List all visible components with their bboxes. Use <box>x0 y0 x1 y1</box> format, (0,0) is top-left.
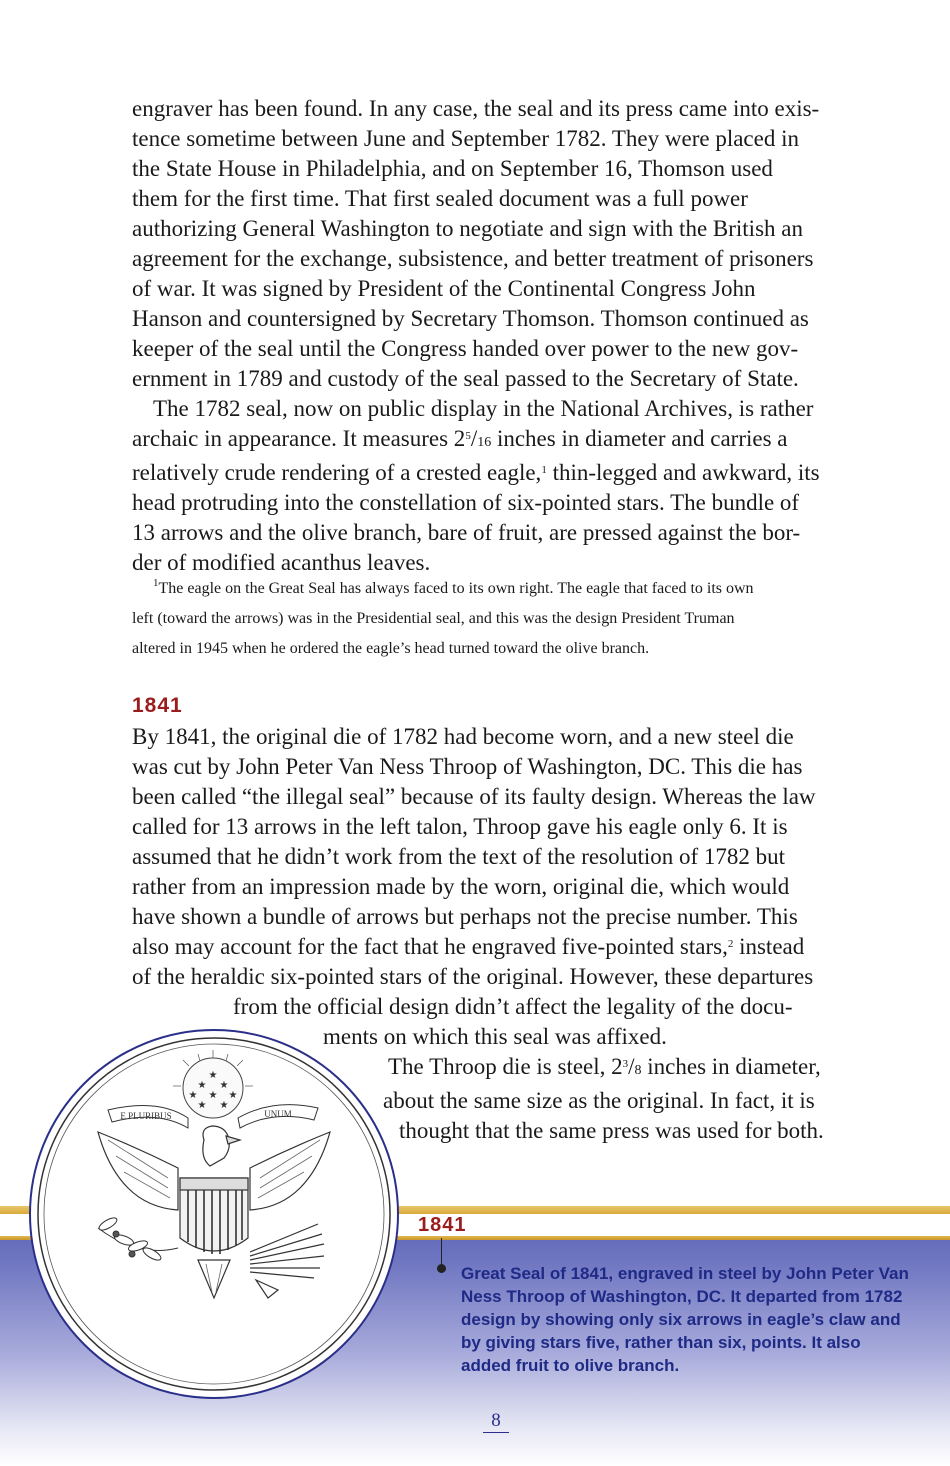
text-line: called for 13 arrows in the left talon, Throop gave his eagle only 6. It is <box>132 814 788 839</box>
fraction-numerator: 3 <box>622 1058 629 1070</box>
svg-text:★: ★ <box>208 1070 218 1081</box>
svg-text:★: ★ <box>197 1080 207 1091</box>
text-line: from the official design didn’t affect the legality of the docu- <box>233 994 793 1019</box>
svg-text:★: ★ <box>208 1090 218 1101</box>
text-line: been called “the illegal seal” because of its faulty design. Whereas the law <box>132 784 816 809</box>
motto-text-right: UNUM <box>264 1109 292 1119</box>
image-caption: Great Seal of 1841, engraved in steel by John Peter Van Ness Throop of Washington, DC. It departed from 1782 design by showing only six arrows in eagle’s claw and by giving stars five, rather than six, points. It also added fruit to olive branch. <box>461 1264 909 1375</box>
text-line: 13 arrows and the olive branch, bare of fruit, are pressed against the bor- <box>132 520 801 545</box>
footnote-line: $^1$The eagle on the Great Seal has always faced to its own right. The eagle that faced to its own <box>153 577 754 597</box>
fraction-denominator: 8 <box>634 1063 642 1078</box>
text-line: ernment in 1789 and custody of the seal passed to the Secretary of State. <box>132 366 799 391</box>
text-line: also may account for the fact that he engraved five-pointed stars,$^2$ instead <box>132 934 805 959</box>
caption-pointer-line <box>441 1238 442 1266</box>
text-line: head protruding into the constellation of six-pointed stars. The bundle of <box>132 490 800 515</box>
text-line: the State House in Philadelphia, and on September 16, Thomson used <box>132 156 773 181</box>
caption-pointer-dot <box>437 1264 446 1273</box>
text-line: them for the first time. That first sealed document was a full power <box>132 186 748 211</box>
text-line: rather from an impression made by the worn, original die, which would <box>132 874 790 899</box>
text-line: of war. It was signed by President of the Continental Congress John <box>132 276 756 301</box>
motto-text-left: E PLURIBUS <box>120 1111 172 1121</box>
text-line: keeper of the seal until the Congress handed over power to the new gov- <box>132 336 799 361</box>
footnote <box>132 574 862 664</box>
text-line: ments on which this seal was affixed. <box>323 1024 667 1049</box>
svg-text:★: ★ <box>219 1080 229 1091</box>
section-heading-1841: 1841 <box>132 694 183 717</box>
text-line: assumed that he didn’t work from the text of the resolution of 1782 but <box>132 844 786 869</box>
footnote-ref-1: 1 <box>541 464 547 476</box>
text-line: archaic in appearance. It measures $2^5/16$ inches in diameter and carries a <box>132 426 788 451</box>
page-number: 8 <box>483 1410 509 1433</box>
footnote-marker: 1 <box>153 577 159 589</box>
text-line: engraver has been found. In any case, the seal and its press came into exis- <box>132 96 820 121</box>
text-line: Hanson and countersigned by Secretary Thomson. Thomson continued as <box>132 306 809 331</box>
text-line: have shown a bundle of arrows but perhaps not the precise number. This <box>132 904 798 929</box>
text-line: was cut by John Peter Van Ness Throop of Washington, DC. This die has <box>132 754 803 779</box>
text-line: relatively crude rendering of a crested eagle,$^1$ thin-legged and awkward, its <box>132 460 820 485</box>
text-line: The Throop die is steel, $2^3/8$ inches in diameter, <box>388 1054 821 1079</box>
footnote-line: left (toward the arrows) was in the Presidential seal, and this was the design President Truman <box>132 610 735 627</box>
fraction-denominator: 16 <box>477 435 492 450</box>
text-line: tence sometime between June and September 1782. They were placed in <box>132 126 799 151</box>
svg-text:★: ★ <box>197 1100 207 1111</box>
text-line: of the heraldic six-pointed stars of the original. However, these departures <box>132 964 814 989</box>
svg-text:★: ★ <box>228 1090 238 1101</box>
text-line: authorizing General Washington to negotiate and sign with the British an <box>132 216 803 241</box>
fraction-numerator: 5 <box>465 430 471 442</box>
footnote-line: altered in 1945 when he ordered the eagle’s head turned toward the olive branch. <box>132 640 650 657</box>
text-line: der of modified acanthus leaves. <box>132 550 431 575</box>
text-line: The 1782 seal, now on public display in the National Archives, is rather <box>153 396 814 421</box>
text-line: about the same size as the original. In fact, it is <box>383 1088 815 1113</box>
paragraph-1782-seal <box>132 394 862 578</box>
paragraph-continued <box>132 94 862 394</box>
text-line: agreement for the exchange, subsistence, and better treatment of prisoners <box>132 246 814 271</box>
footnote-ref-2: 2 <box>727 938 734 950</box>
text-line: thought that the same press was used for both. <box>399 1118 824 1143</box>
caption-heading-1841: 1841 <box>418 1214 467 1236</box>
svg-text:★: ★ <box>219 1100 229 1111</box>
svg-text:★: ★ <box>188 1090 198 1101</box>
text-line: By 1841, the original die of 1782 had become worn, and a new steel die <box>132 724 794 749</box>
great-seal-1841-image <box>28 1028 400 1400</box>
